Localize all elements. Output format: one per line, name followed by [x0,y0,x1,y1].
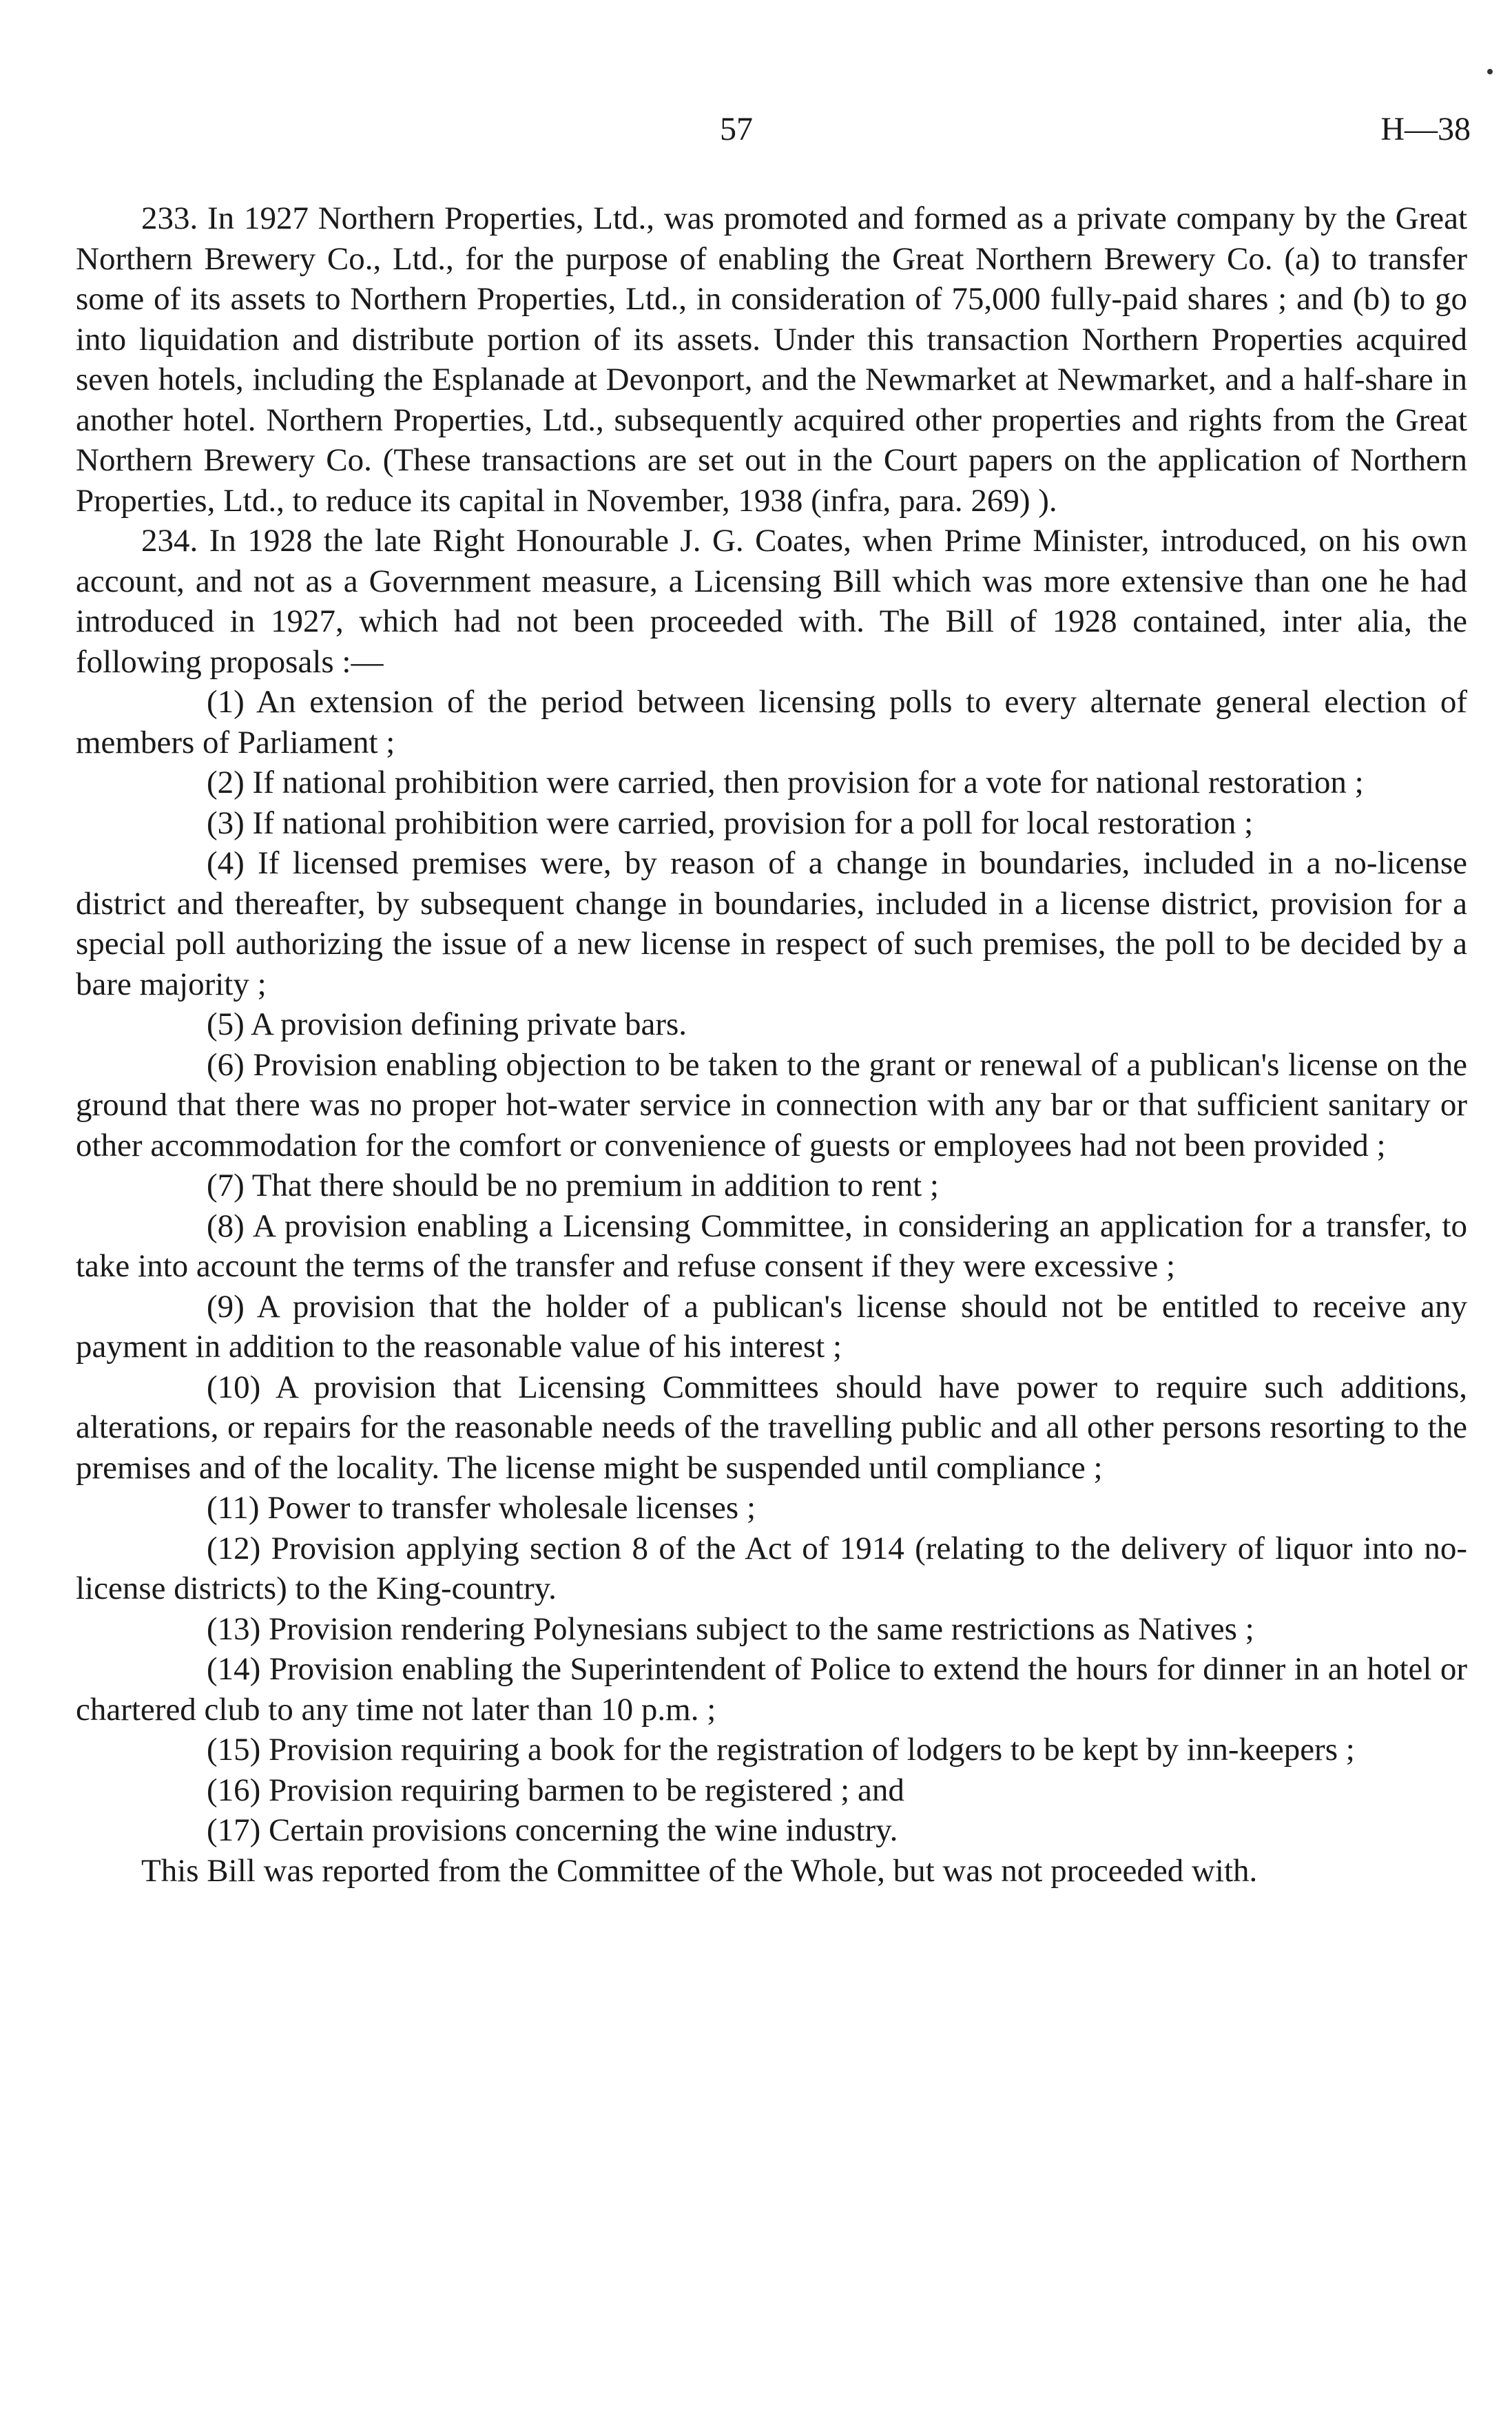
proposal-item: (4) If licensed premises were, by reason of a change in boundaries, included in a no-license district and thereafter, by subsequent change in boundaries, included in a license district, provision for a special poll authorizing the issue of a new license in respect of such premises, the poll to be decided by a bare majority ; [76,845,1467,1002]
body-text [76,198,1467,1891]
proposal-item: (12) Provision applying section 8 of the Act of 1914 (relating to the delivery of liquor into no-license districts) to the King-country. [76,1530,1467,1606]
proposal-item: (16) Provision requiring barmen to be registered ; and [207,1772,904,1808]
proposal-item: (8) A provision enabling a Licensing Committee, in considering an application for a transfer, to take into account the terms of the transfer and refuse consent if they were excessive ; [76,1208,1467,1284]
proposal-item: (7) That there should be no premium in addition to rent ; [207,1168,939,1203]
paragraph-234: 234. In 1928 the late Right Honourable J. G. Coates, when Prime Minister, introduced, on his own account, and not as a Government measure, a Licensing Bill which was more extensive than one he had introduced in 1927, which had not been proceeded with. The Bill of 1928 contained, inter alia, the following proposals :— [76,523,1467,680]
proposal-item: (3) If national prohibition were carried, provision for a poll for local restoration ; [207,805,1254,841]
proposal-item: (1) An extension of the period between licensing polls to every alternate general election of members of Parliament ; [76,684,1467,760]
margin-dot [1487,69,1493,74]
proposal-item: (9) A provision that the holder of a publican's license should not be entitled to receive any payment in addition to the reasonable value of his interest ; [76,1288,1467,1365]
proposal-item: (17) Certain provisions concerning the wine industry. [207,1812,898,1848]
paragraph-233: 233. In 1927 Northern Properties, Ltd., was promoted and formed as a private company by the Great Northern Brewery Co., Ltd., for the purpose of enabling the Great Northern Brewery Co. (a) to transfer some of its assets to Northern Properties, Ltd., in consideration of 75,000 fully-paid shares ; and (b) to go into liquidation and distribute portion of its assets. Under this transaction Northern Properties acquired seven hotels, including the Esplanade at Devonport, and the Newmarket at Newmarket, and a half-share in another hotel. Northern Properties, Ltd., subsequently acquired other properties and rights from the Great Northern Brewery Co. (These transactions are set out in the Court papers on the application of Northern Properties, Ltd., to reduce its capital in November, 1938 (infra, para. 269) ). [76,200,1467,519]
proposal-item: (6) Provision enabling objection to be taken to the grant or renewal of a publican's license on the ground that there was no proper hot-water service in connection with any bar or that sufficient sanitary or other accommodation for the comfort or convenience of guests or employees had not been provided ; [76,1046,1467,1163]
proposal-item: (14) Provision enabling the Superintendent of Police to extend the hours for dinner in an hotel or chartered club to any time not later than 10 p.m. ; [76,1651,1467,1728]
proposal-item: (10) A provision that Licensing Committees should have power to require such additions, alterations, or repairs for the reasonable needs of the travelling public and all other persons resorting to the premises and of the locality. The license might be suspended until compliance ; [76,1369,1467,1486]
proposal-item: (11) Power to transfer wholesale licenses ; [207,1490,756,1526]
page-header [0,110,1512,165]
page-number: 57 [720,111,753,147]
proposal-item: (13) Provision rendering Polynesians subject to the same restrictions as Natives ; [207,1610,1254,1647]
proposal-item: (5) A provision defining private bars. [207,1006,687,1042]
proposal-item: (2) If national prohibition were carried, then provision for a vote for national restoration ; [207,765,1364,800]
document-reference: H—38 [1380,111,1471,147]
proposal-item: (15) Provision requiring a book for the registration of lodgers to be kept by inn-keepers ; [207,1732,1355,1768]
closing-paragraph: This Bill was reported from the Committee of the Whole, but was not proceeded with. [141,1852,1258,1889]
